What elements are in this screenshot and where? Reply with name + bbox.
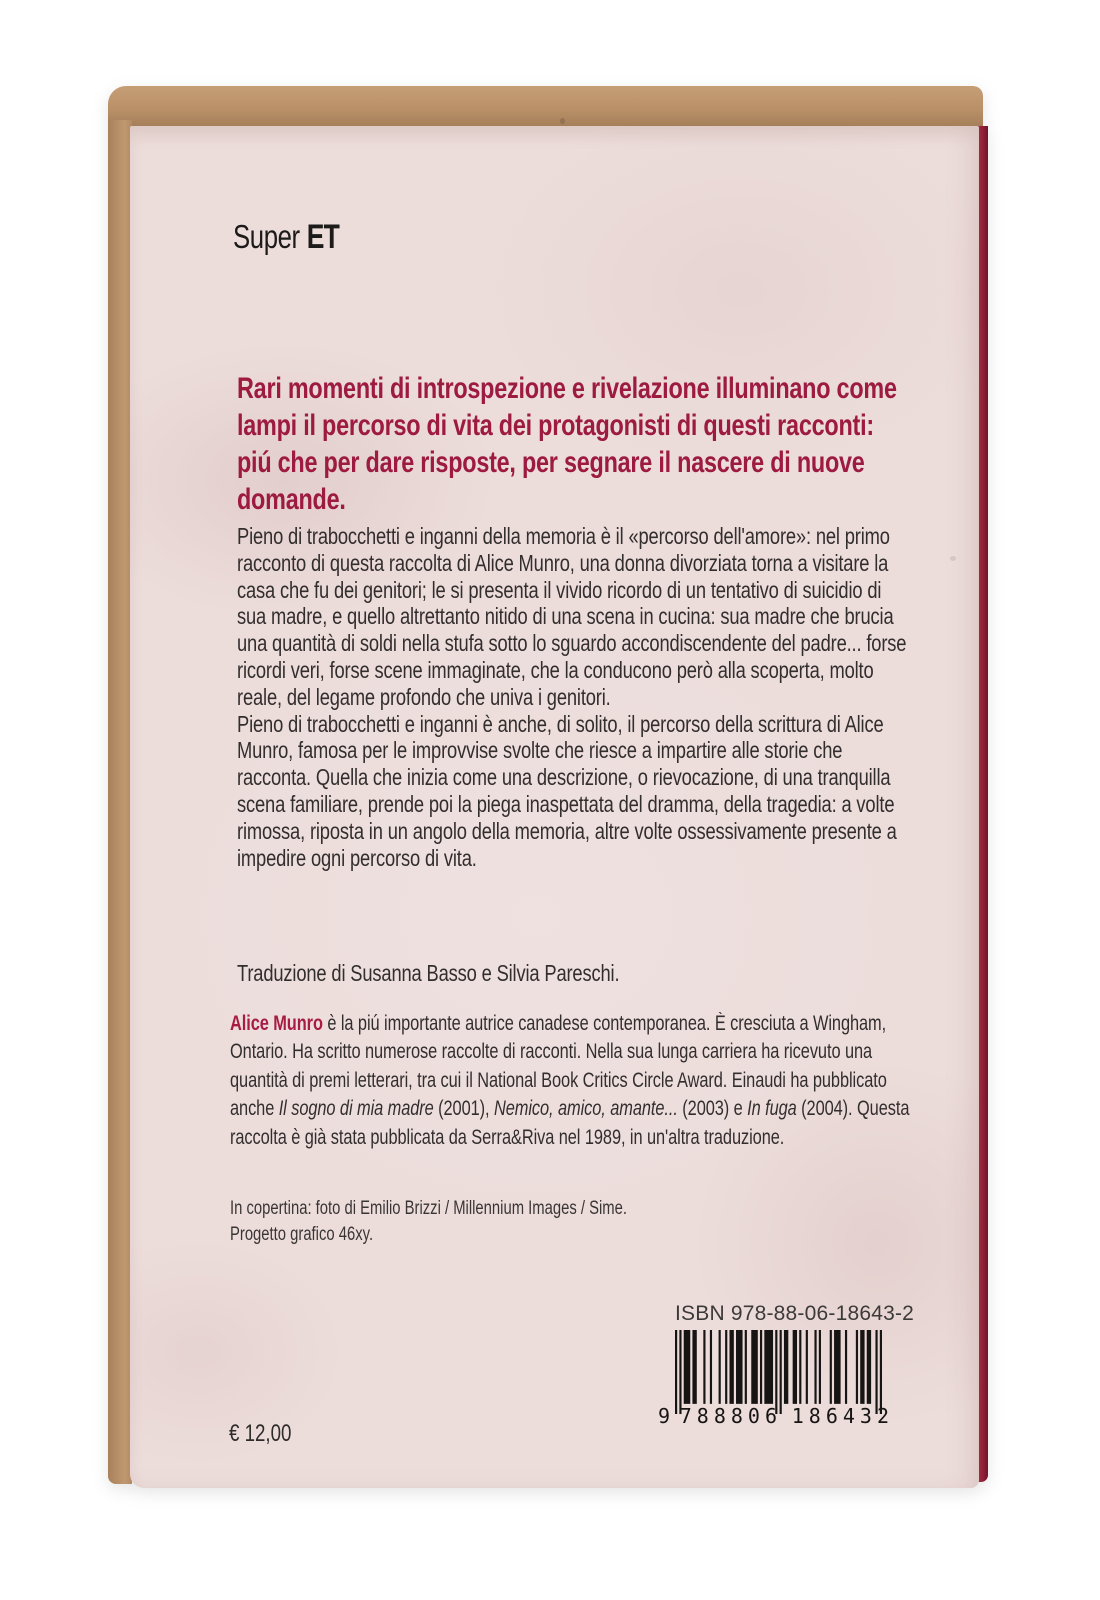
- barcode-digit-first: 9: [658, 1404, 671, 1428]
- barcode-digits-right: 186432: [791, 1404, 894, 1428]
- graphic-design-credit: Progetto grafico 46xy.: [230, 1224, 374, 1245]
- ean13-barcode: [675, 1330, 882, 1414]
- barcode-digits: [658, 1404, 894, 1428]
- bio-text-2: (2001),: [433, 1097, 494, 1121]
- blurb-headline: Rari momenti di introspezione e rivelazione illuminano come lampi il percorso di vita dei protagonisti di questi racconti: piú che per dare risposte, per segnare il nascere di nuove domande.: [237, 372, 897, 516]
- bio-text-1: è la piú importante autrice canadese contemporanea. È cresciuta a Wingham, Ontario. Ha scritto numerose raccolte di racconti. Nella sua lunga carriera ha ricevuto una quantità di premi letterari, tra cui il National Book Critics Circle Award. Einaudi ha pubblicato anche: [230, 1012, 887, 1121]
- bio-text-4: (2004). Questa raccolta è già stata pubblicata da Serra&Riva nel 1989, in un'altra traduzione.: [230, 1097, 910, 1149]
- cover-photo-credit: In copertina: foto di Emilio Brizzi / Millennium Images / Sime.: [230, 1198, 627, 1219]
- page-block-top-edge: [108, 86, 983, 128]
- cover-credits: [230, 1196, 901, 1248]
- blurb-body: [237, 523, 908, 871]
- bio-book-title-2: Nemico, amico, amante...: [493, 1097, 678, 1121]
- series-logo: [233, 218, 339, 257]
- barcode-bars: [675, 1330, 882, 1414]
- price: € 12,00: [229, 1420, 292, 1447]
- author-bio: [230, 1010, 932, 1152]
- author-name: Alice Munro: [230, 1012, 323, 1035]
- barcode-digits-left: 788806: [679, 1404, 783, 1428]
- translation-credit: Traduzione di Susanna Basso e Silvia Pareschi.: [237, 960, 620, 986]
- bio-book-title-1: Il sogno di mia madre: [278, 1097, 434, 1121]
- bio-text-3: (2003) e: [677, 1097, 748, 1121]
- back-cover: [130, 126, 979, 1488]
- isbn-label: ISBN 978-88-06-18643-2: [675, 1302, 915, 1325]
- paper-speck: [950, 556, 956, 561]
- page-block-left-edge: [108, 120, 132, 1484]
- bio-book-title-3: In fuga: [747, 1097, 797, 1121]
- book: [108, 86, 988, 1488]
- series-logo-et: ET: [306, 218, 340, 256]
- paper-speck: [830, 646, 834, 650]
- series-logo-super: Super: [233, 218, 300, 255]
- paper-speck: [560, 118, 565, 124]
- blurb-paragraph-2: Pieno di trabocchetti e inganni è anche, di solito, il percorso della scrittura di Alice Munro, famosa per le improvvise svolte che riesce a impartire alle storie che racconta. Quella che inizia come una descrizione, o rievocazione, di una tranquilla scena familiare, prende poi la piega inaspettata del dramma, della tragedia: a volte rimossa, riposta in un angolo della memoria, altre volte ossessivamente presente a impedire ogni percorso di vita.: [237, 710, 897, 871]
- blurb-paragraph-1: Pieno di trabocchetti e inganni della memoria è il «percorso dell'amore»: nel primo racconto di questa raccolta di Alice Munro, una donna divorziata torna a visitare la casa che fu dei genitori; le si presenta il vivido ricordo di un tentativo di suicidio di sua madre, e quello altrettanto nitido di una scena in cucina: sua madre che brucia una quantità di soldi nella stufa sotto lo sguardo accondiscendente del padre... forse ricordi veri, forse scene immaginate, che la conducono però alla scoperta, molto reale, del legame profondo che univa i genitori.: [237, 523, 907, 710]
